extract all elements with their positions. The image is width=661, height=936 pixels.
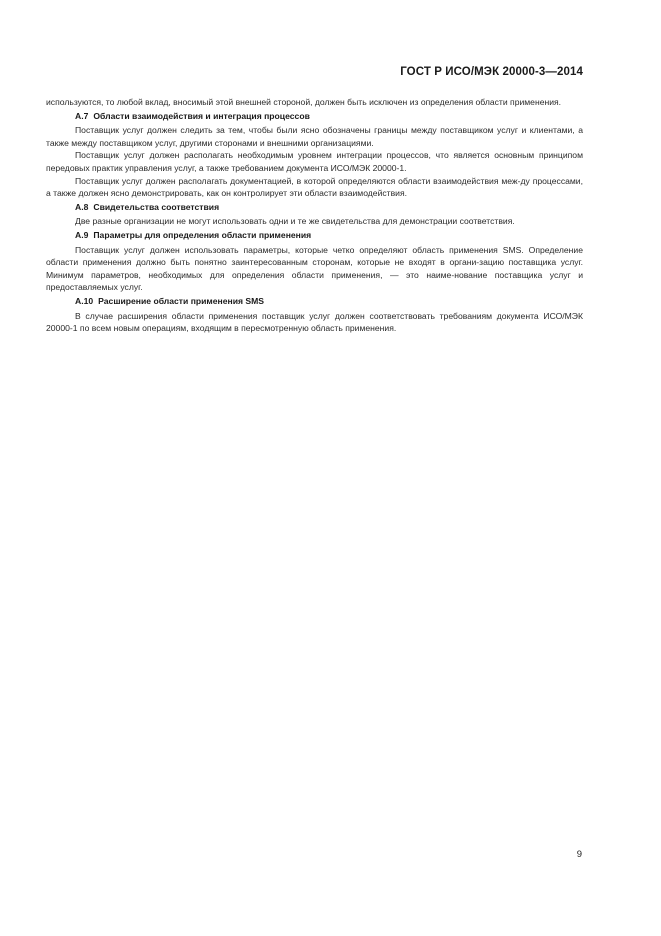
- intro-paragraph: используются, то любой вклад, вносимый этой внешней стороной, должен быть исключен из определения области применения.: [46, 97, 562, 107]
- section-number: А.8: [75, 202, 89, 213]
- section-a9: [46, 229, 583, 293]
- section-number: А.10: [75, 296, 94, 307]
- section-a7: [46, 110, 583, 200]
- section-paragraph: В случае расширения области применения поставщик услуг должен соответствовать требованиям документа ИСО/МЭК 20000-1 по всем новым операциям, входящим в пересмотренную область применения.: [46, 310, 583, 334]
- section-paragraph: Две разные организации не могут использовать одни и те же свидетельства для демонстрации соответствия.: [75, 216, 515, 227]
- section-title: Свидетельства соответствия: [93, 202, 220, 213]
- section-title: Расширение области применения SMS: [98, 296, 265, 307]
- section-paragraph: Поставщик услуг должен располагать необходимым уровнем интеграции процессов, что является основным принципом передовых практик управления услуг, а также требованием документа ИСО/МЭК 20000-1.: [46, 150, 583, 173]
- section-title: Параметры для определения области применения: [93, 230, 312, 241]
- section-number: А.9: [75, 230, 89, 241]
- section-heading: [46, 295, 583, 308]
- document-body: [46, 96, 583, 335]
- section-number: А.7: [75, 111, 89, 122]
- page-number: 9: [576, 849, 582, 860]
- section-heading: [46, 229, 583, 242]
- section-paragraph: Поставщик услуг должен располагать документацией, в которой определяются области взаимодействия меж-ду процессами, а также должен ясно демонстрировать, как он контролирует эти области взаимодействия.: [46, 175, 583, 199]
- section-heading: [46, 201, 583, 214]
- section-a10: [46, 295, 583, 334]
- section-heading: [46, 110, 583, 123]
- section-a8: [46, 201, 583, 228]
- section-paragraph: Поставщик услуг должен использовать параметры, которые четко определяют область применения SMS. Определение области применения должно быть понятно заинтересованным сторонам, которые не входят в органи-зацию поставщика услуг. Минимум параметров, необходимых для определения области применения, — это наиме-нование поставщика услуг и предоставляемых услуг.: [46, 244, 583, 293]
- section-paragraph: Поставщик услуг должен следить за тем, чтобы были ясно обозначены границы между поставщиком услуг и клиентами, а также между поставщиком услуг, другими сторонами и внешними организациями.: [46, 125, 583, 148]
- section-title: Области взаимодействия и интеграция процессов: [93, 111, 310, 122]
- document-header-code: ГОСТ Р ИСО/МЭК 20000-3—2014: [400, 66, 583, 78]
